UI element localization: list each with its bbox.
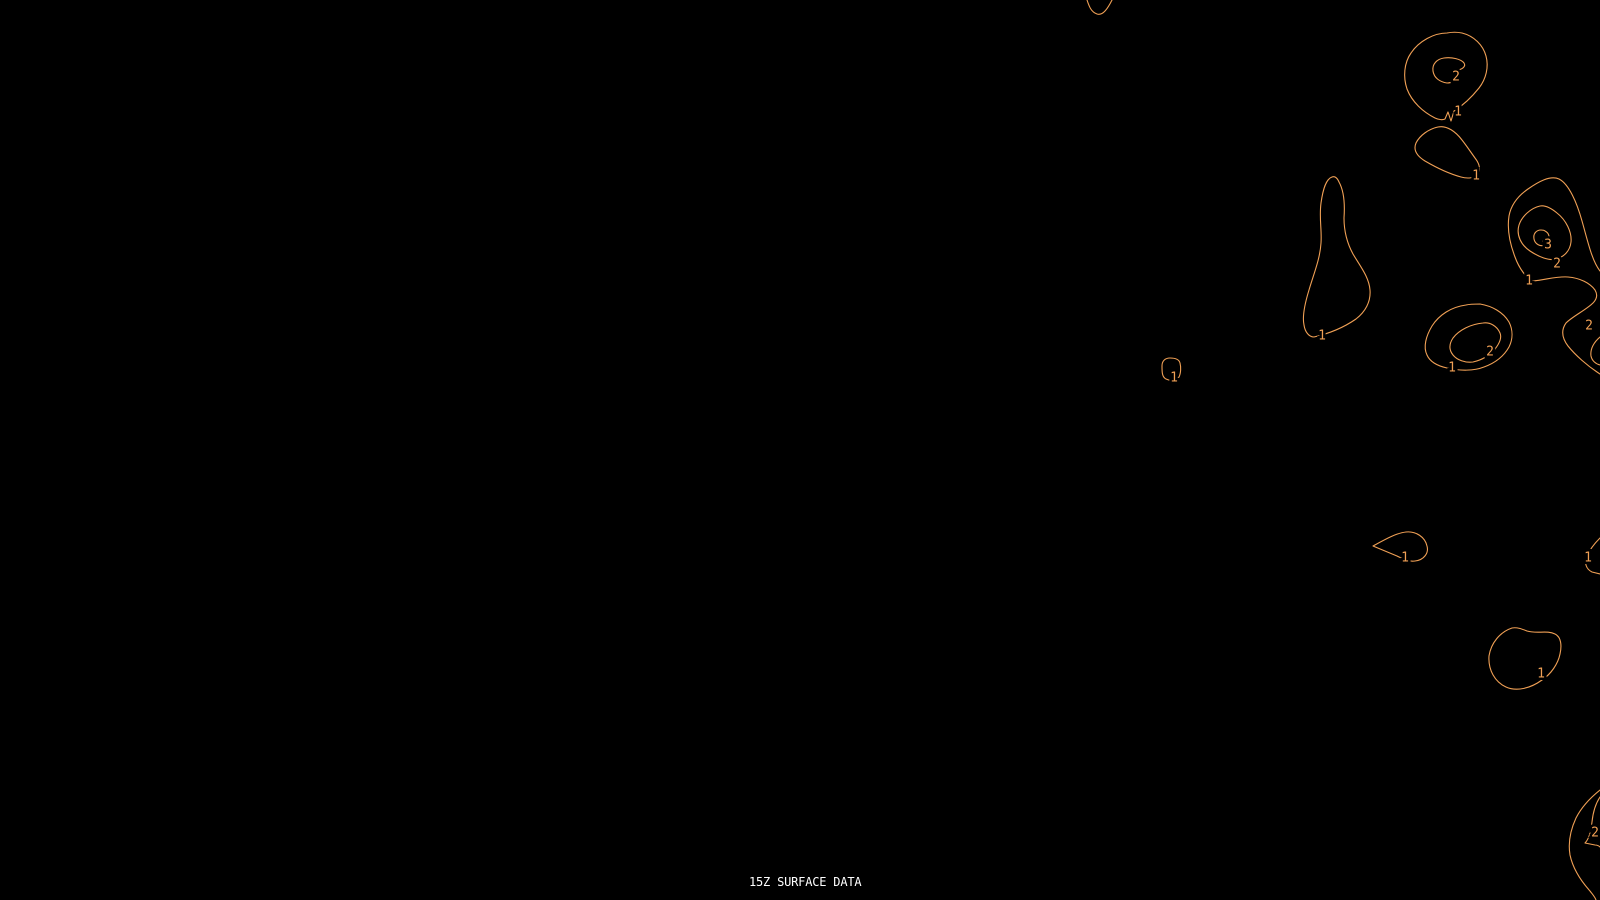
contour-label: 1	[1584, 550, 1592, 566]
contour-line-teardrop-outer	[1405, 32, 1487, 121]
contour-label: 1	[1318, 328, 1326, 344]
contour-label: 1	[1170, 370, 1178, 386]
contour-label: 1	[1537, 666, 1545, 682]
contour-line-banana	[1303, 177, 1370, 337]
contour-label: 1	[1448, 360, 1456, 376]
contour-label: 2	[1553, 256, 1561, 272]
contour-label: 2	[1486, 344, 1494, 360]
contour-label: 1	[1525, 273, 1533, 289]
contour-line-southeast-blob	[1489, 628, 1561, 689]
contour-line-ridge-outer	[1508, 178, 1600, 374]
contour-line-northeast-blob	[1415, 127, 1479, 178]
contour-label: 1	[1401, 550, 1409, 566]
contour-label: 2	[1585, 318, 1593, 334]
contour-label: 2	[1591, 825, 1599, 841]
map-title: 15Z SURFACE DATA	[749, 875, 862, 889]
contour-label: 2	[1452, 69, 1460, 85]
contour-label: 1	[1472, 168, 1480, 184]
contour-label: 1	[1454, 104, 1462, 120]
contour-line-ridge-edge-notch	[1591, 337, 1600, 365]
contour-line-top-edge-u	[1087, 0, 1112, 14]
contour-label: 3	[1544, 237, 1552, 253]
contour-line-oval-outer	[1425, 304, 1512, 370]
